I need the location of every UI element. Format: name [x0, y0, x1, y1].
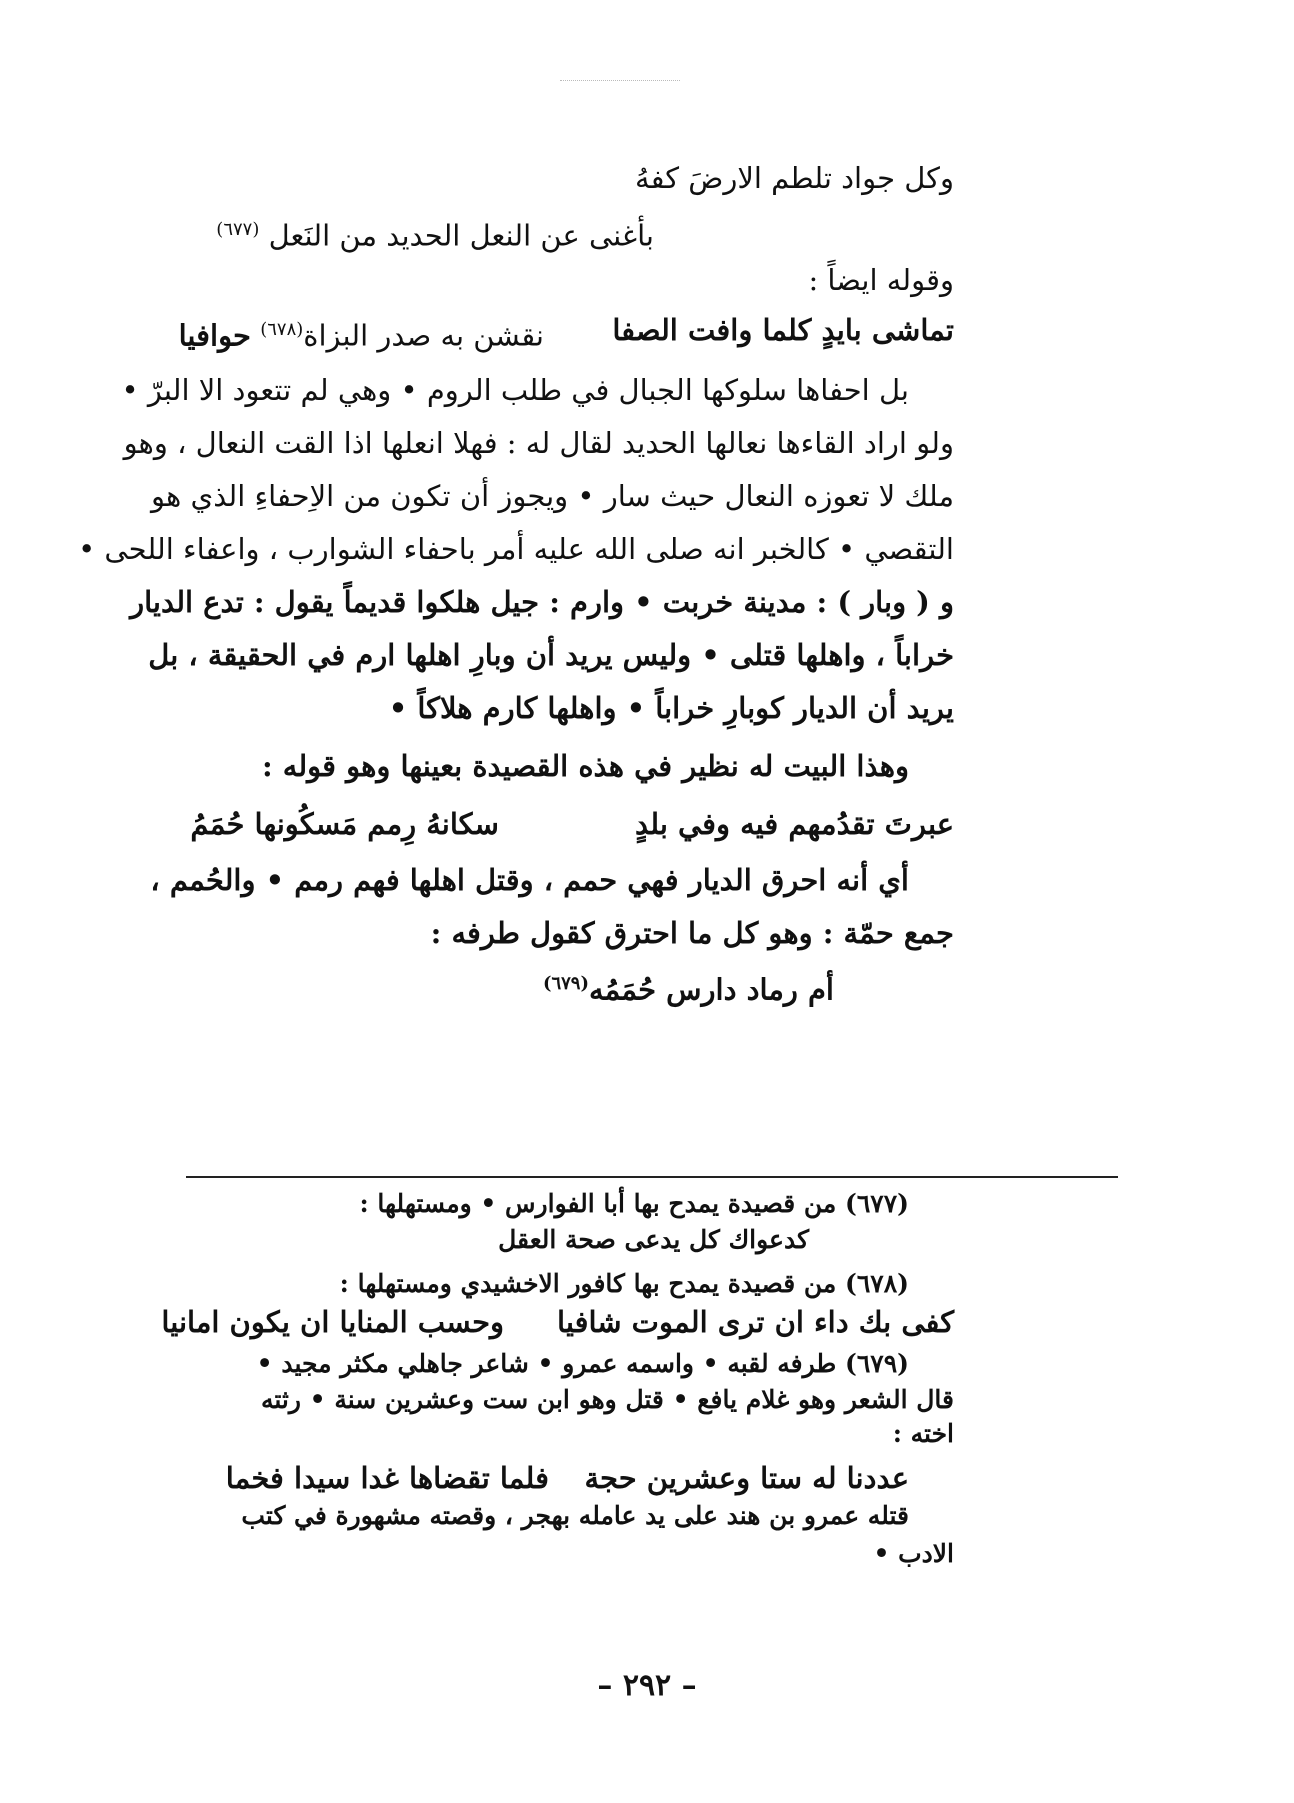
verse2-hemistich2-post: حوافيا [178, 318, 251, 353]
page-number: – ٢٩٢ – [597, 1668, 697, 1703]
footnote-679-line1: (٦٧٩) طرفه لقبه • واسمه عمرو • شاعر جاهلي مكثر مجيد • [256, 1349, 909, 1378]
verse4 [543, 966, 834, 1008]
footnote-ref-677: (٦٧٧) [216, 219, 260, 240]
paragraph2-line: يريد أن الديار كوبارِ خراباً • واهلها كارم هلاكاً • [388, 691, 954, 725]
verse1-hemistich1: وكل جواد تلطم الارضَ كفهُ [635, 161, 954, 195]
paragraph1-line: ولو اراد القاءها نعالها الحديد لقال له : فهلا انعلها اذا القت النعال ، وهو [123, 426, 954, 460]
paragraph1-line: التقصي • كالخبر انه صلى الله عليه أمر باحفاء الشوارب ، واعفاء اللحى • [78, 532, 954, 566]
paragraph3-line: أي أنه احرق الديار فهي حمم ، وقتل اهلها فهم رمم • والحُمم ، [150, 863, 909, 897]
verse2-hemistich2-pre: نقشن به صدر البزاة [303, 318, 544, 353]
footnote-divider [186, 1176, 1118, 1178]
footnote-677-line2: كدعواك كل يدعى صحة العقل [498, 1225, 809, 1254]
footnote-678-line1: (٦٧٨) من قصيدة يمدح بها كافور الاخشيدي ومستهلها : [339, 1269, 909, 1298]
footnote-679-hemistich2: فلما تقضاها غدا سيدا فخما [225, 1461, 549, 1495]
footnote-679-line2: قال الشعر وهو غلام يافع • قتل وهو ابن ست وعشرين سنة • رثته [260, 1385, 954, 1414]
footnote-678-hemistich1: كفى بك داء ان ترى الموت شافيا [557, 1305, 954, 1339]
intro-line-1: وقوله ايضاً : [808, 263, 954, 297]
footnote-677-line1: (٦٧٧) من قصيدة يمدح بها أبا الفوارس • ومستهلها : [359, 1189, 909, 1218]
verse4-text: أم رماد دارس حُمَمُه [589, 972, 834, 1007]
footnote-ref-679: (٦٧٩) [542, 973, 590, 994]
verse2-hemistich2 [179, 312, 544, 354]
footnote-ref-678: (٦٧٨) [260, 319, 304, 340]
footnote-679-line5: الادب • [873, 1539, 954, 1568]
verse3-hemistich2: سكانهُ رِمم مَسكُونها حُمَمُ [190, 807, 499, 841]
paragraph2-line: و ( وبار ) : مدينة خربت • وارم : جيل هلكوا قديماً يقول : تدع الديار [130, 585, 954, 619]
verse2-hemistich1: تماشى بايدٍ كلما وافت الصفا [612, 313, 954, 347]
paragraph3-line: جمع حمّة : وهو كل ما احترق كقول طرفه : [430, 916, 954, 950]
scan-speck [560, 80, 680, 81]
intro-line-2: وهذا البيت له نظير في هذه القصيدة بعينها وهو قوله : [261, 749, 909, 783]
footnote-678-hemistich2: وحسب المنايا ان يكون امانيا [161, 1305, 504, 1339]
footnote-679-line3: اخته : [892, 1419, 954, 1448]
footnote-679-line4: قتله عمرو بن هند على يد عامله بهجر ، وقصته مشهورة في كتب [241, 1501, 909, 1530]
paragraph2-line: خراباً ، واهلها قتلى • وليس يريد أن وبارِ اهلها ارم في الحقيقة ، بل [148, 638, 954, 672]
verse1-hemistich2 [216, 212, 654, 254]
paragraph1-line: ملك لا تعوزه النعال حيث سار • ويجوز أن تكون من الاِحفاءِ الذي هو [151, 479, 954, 513]
paragraph1-line: بل احفاها سلوكها الجبال في طلب الروم • وهي لم تتعود الا البرّ • [121, 373, 909, 407]
verse1-hemistich2-text: بأغنى عن النعل الحديد من النَعل [268, 218, 654, 253]
footnote-679-hemistich1: عددنا له ستا وعشرين حجة [584, 1461, 909, 1495]
verse3-hemistich1: عبرتَ تقدُمهم فيه وفي بلدٍ [635, 807, 954, 841]
